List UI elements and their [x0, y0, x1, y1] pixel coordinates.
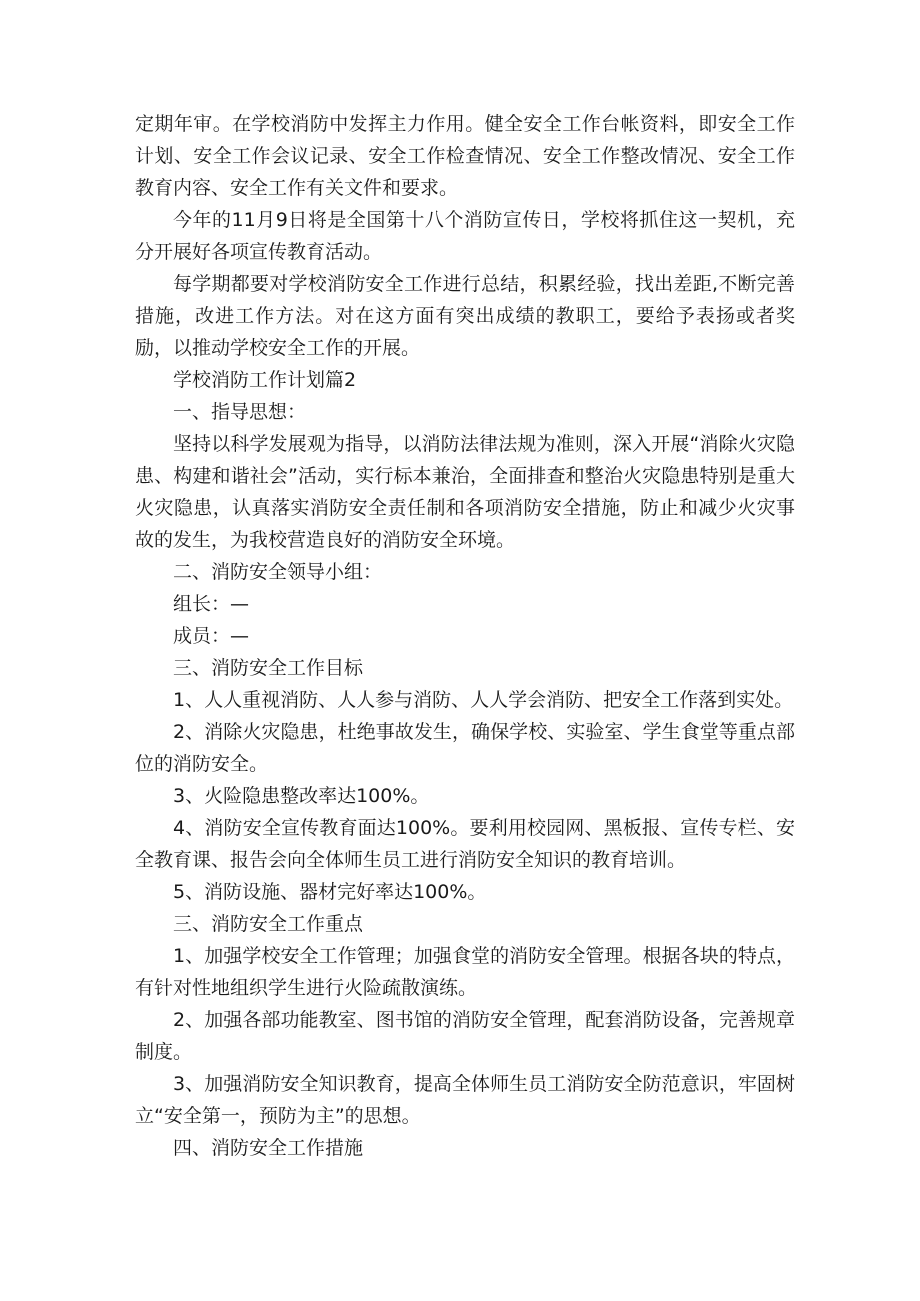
leader-line: 组长：— — [173, 593, 250, 615]
goal-item-4: 4、消防安全宣传教育面达100%。要利用校园网、黑板报、宣传专栏、安全教育课、报告会向全体师生员工进行消防安全知识的教育培训。 — [135, 817, 795, 871]
heading-leadership-group: 二、消防安全领导小组： — [173, 561, 383, 583]
paragraph-guiding-ideology: 坚持以科学发展观为指导，以消防法律法规为准则，深入开展“消除火灾隐患、构建和谐社会”活动，实行标本兼治，全面排查和整治火灾隐患特别是重大火灾隐患，认真落实消防安全责任制和各项消防安全措施，防止和减少火灾事故的发生，为我校营造良好的消防安全环境。 — [135, 433, 795, 551]
members-line: 成员：— — [173, 625, 250, 647]
heading-work-goals: 三、消防安全工作目标 — [173, 657, 364, 679]
paragraph-semester-summary: 每学期都要对学校消防安全工作进行总结，积累经验，找出差距,不断完善措施，改进工作方法。对在这方面有突出成绩的教职工，要给予表扬或者奖励，以推动学校安全工作的开展。 — [135, 273, 795, 359]
section-title-plan-2: 学校消防工作计划篇2 — [173, 369, 357, 391]
heading-guiding-ideology: 一、指导思想： — [173, 401, 307, 423]
paragraph-annual-review: 定期年审。在学校消防中发挥主力作用。健全安全工作台帐资料，即安全工作计划、安全工作会议记录、安全工作检查情况、安全工作整改情况、安全工作教育内容、安全工作有关文件和要求。 — [135, 113, 795, 199]
goal-item-3: 3、火险隐患整改率达100%。 — [173, 785, 430, 807]
heading-work-focus: 三、消防安全工作重点 — [173, 913, 364, 935]
focus-item-3: 3、加强消防安全知识教育，提高全体师生员工消防安全防范意识，牢固树立“安全第一，预防为主”的思想。 — [135, 1073, 795, 1127]
focus-item-1: 1、加强学校安全工作管理；加强食堂的消防安全管理。根据各块的特点，有针对性地组织学生进行火险疏散演练。 — [135, 945, 795, 999]
focus-item-2: 2、加强各部功能教室、图书馆的消防安全管理，配套消防设备，完善规章制度。 — [135, 1009, 795, 1063]
document-body — [135, 108, 795, 1164]
goal-item-5: 5、消防设施、器材完好率达100%。 — [173, 881, 487, 903]
goal-item-2: 2、消除火灾隐患，杜绝事故发生，确保学校、实验室、学生食堂等重点部位的消防安全。 — [135, 721, 795, 775]
paragraph-fire-day: 今年的11月9日将是全国第十八个消防宣传日，学校将抓住这一契机，充分开展好各项宣传教育活动。 — [135, 209, 795, 263]
heading-work-measures: 四、消防安全工作措施 — [173, 1137, 364, 1159]
goal-item-1: 1、人人重视消防、人人参与消防、人人学会消防、把安全工作落到实处。 — [173, 689, 794, 711]
